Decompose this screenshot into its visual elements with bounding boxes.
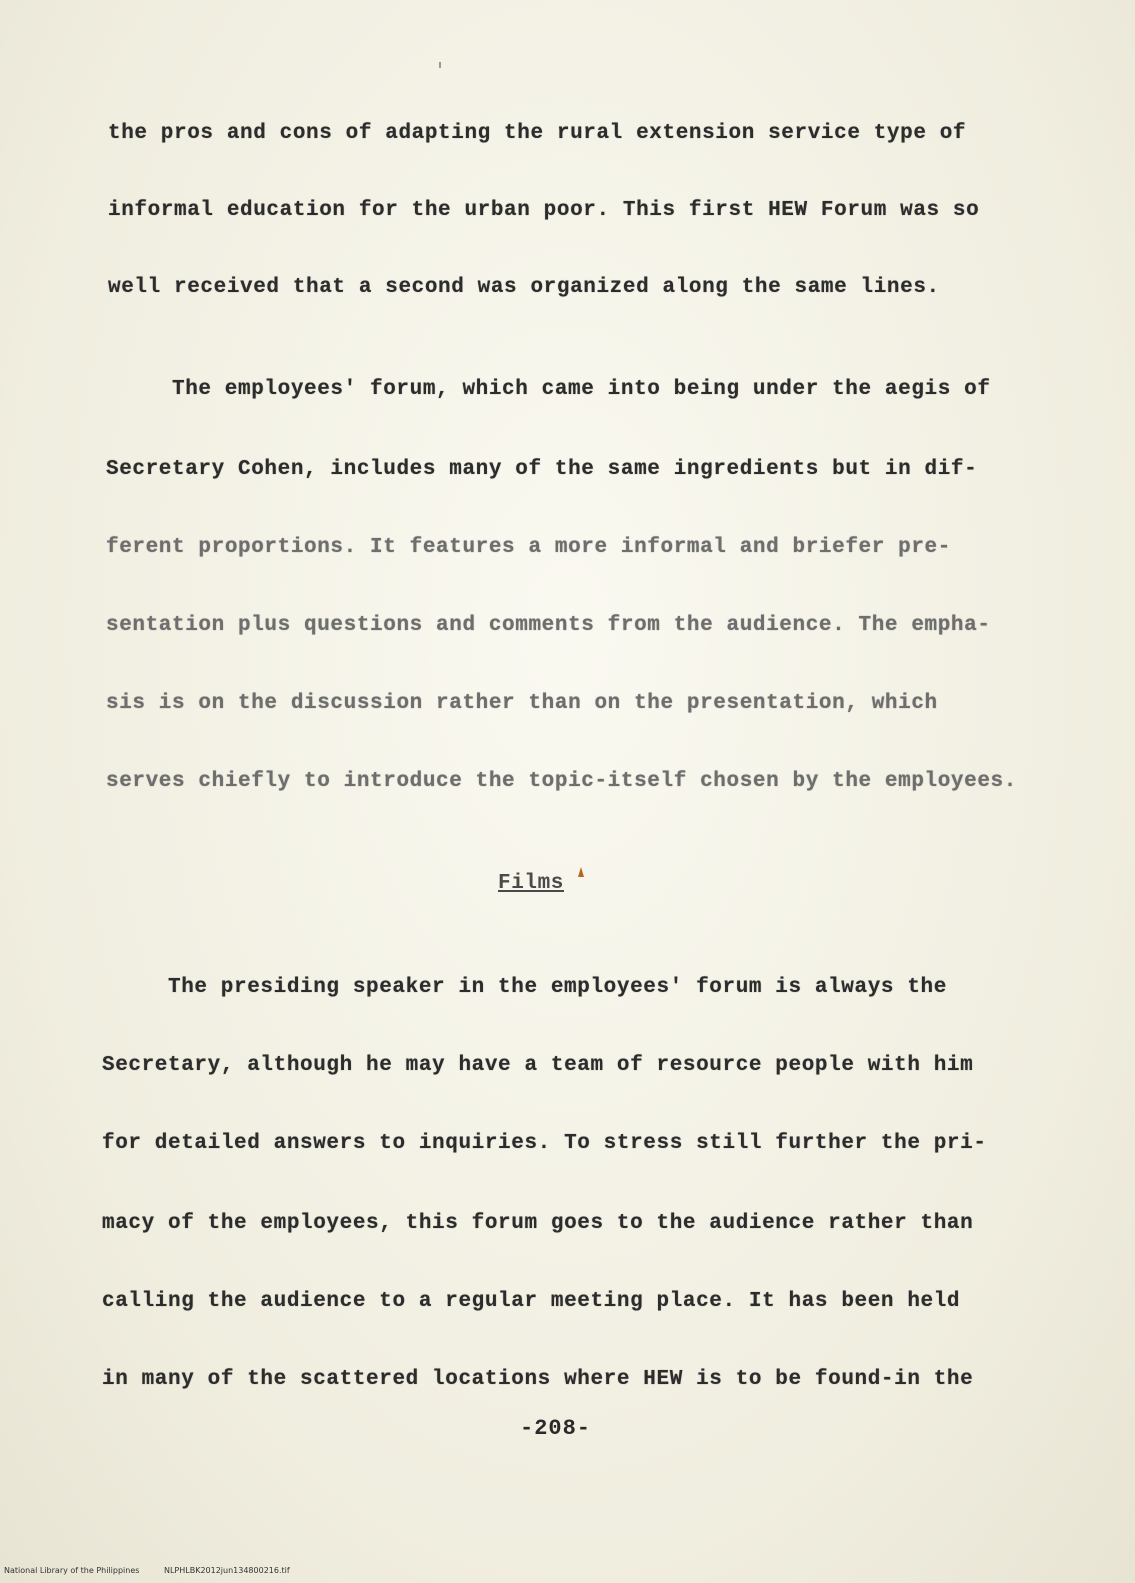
text-line: informal education for the urban poor. This first HEW Forum was so — [108, 199, 980, 222]
page-number: -208- — [520, 1416, 592, 1441]
scan-footer — [4, 1566, 312, 1575]
footer-filename: NLPHLBK2012jun134800216.tif — [163, 1566, 290, 1575]
text-line: the pros and cons of adapting the rural extension service type of — [108, 122, 967, 145]
text-line: well received that a second was organized along the same lines. — [108, 276, 940, 299]
text-line: ferent proportions. It features a more informal and briefer pre- — [106, 536, 951, 559]
text-line: macy of the employees, this forum goes to the audience rather than — [102, 1212, 974, 1235]
footer-library: National Library of the Philippines — [4, 1566, 140, 1575]
text-line: sentation plus questions and comments from the audience. The empha- — [106, 614, 991, 637]
paper-speck — [578, 867, 584, 877]
text-line: The presiding speaker in the employees' forum is always the — [168, 976, 947, 999]
text-line: in many of the scattered locations where HEW is to be found-in the — [102, 1368, 974, 1391]
text-line: calling the audience to a regular meeting place. It has been held — [102, 1290, 961, 1313]
text-line: Secretary Cohen, includes many of the same ingredients but in dif- — [106, 458, 978, 481]
paper-mark — [439, 62, 441, 68]
text-line: The employees' forum, which came into being under the aegis of — [172, 378, 991, 401]
text-line: sis is on the discussion rather than on the presentation, which — [106, 692, 938, 715]
section-heading: Films — [498, 872, 565, 895]
text-line: for detailed answers to inquiries. To stress still further the pri- — [102, 1132, 987, 1155]
text-line: serves chiefly to introduce the topic-itself chosen by the employees. — [106, 770, 1017, 793]
text-line: Secretary, although he may have a team of resource people with him — [102, 1054, 974, 1077]
